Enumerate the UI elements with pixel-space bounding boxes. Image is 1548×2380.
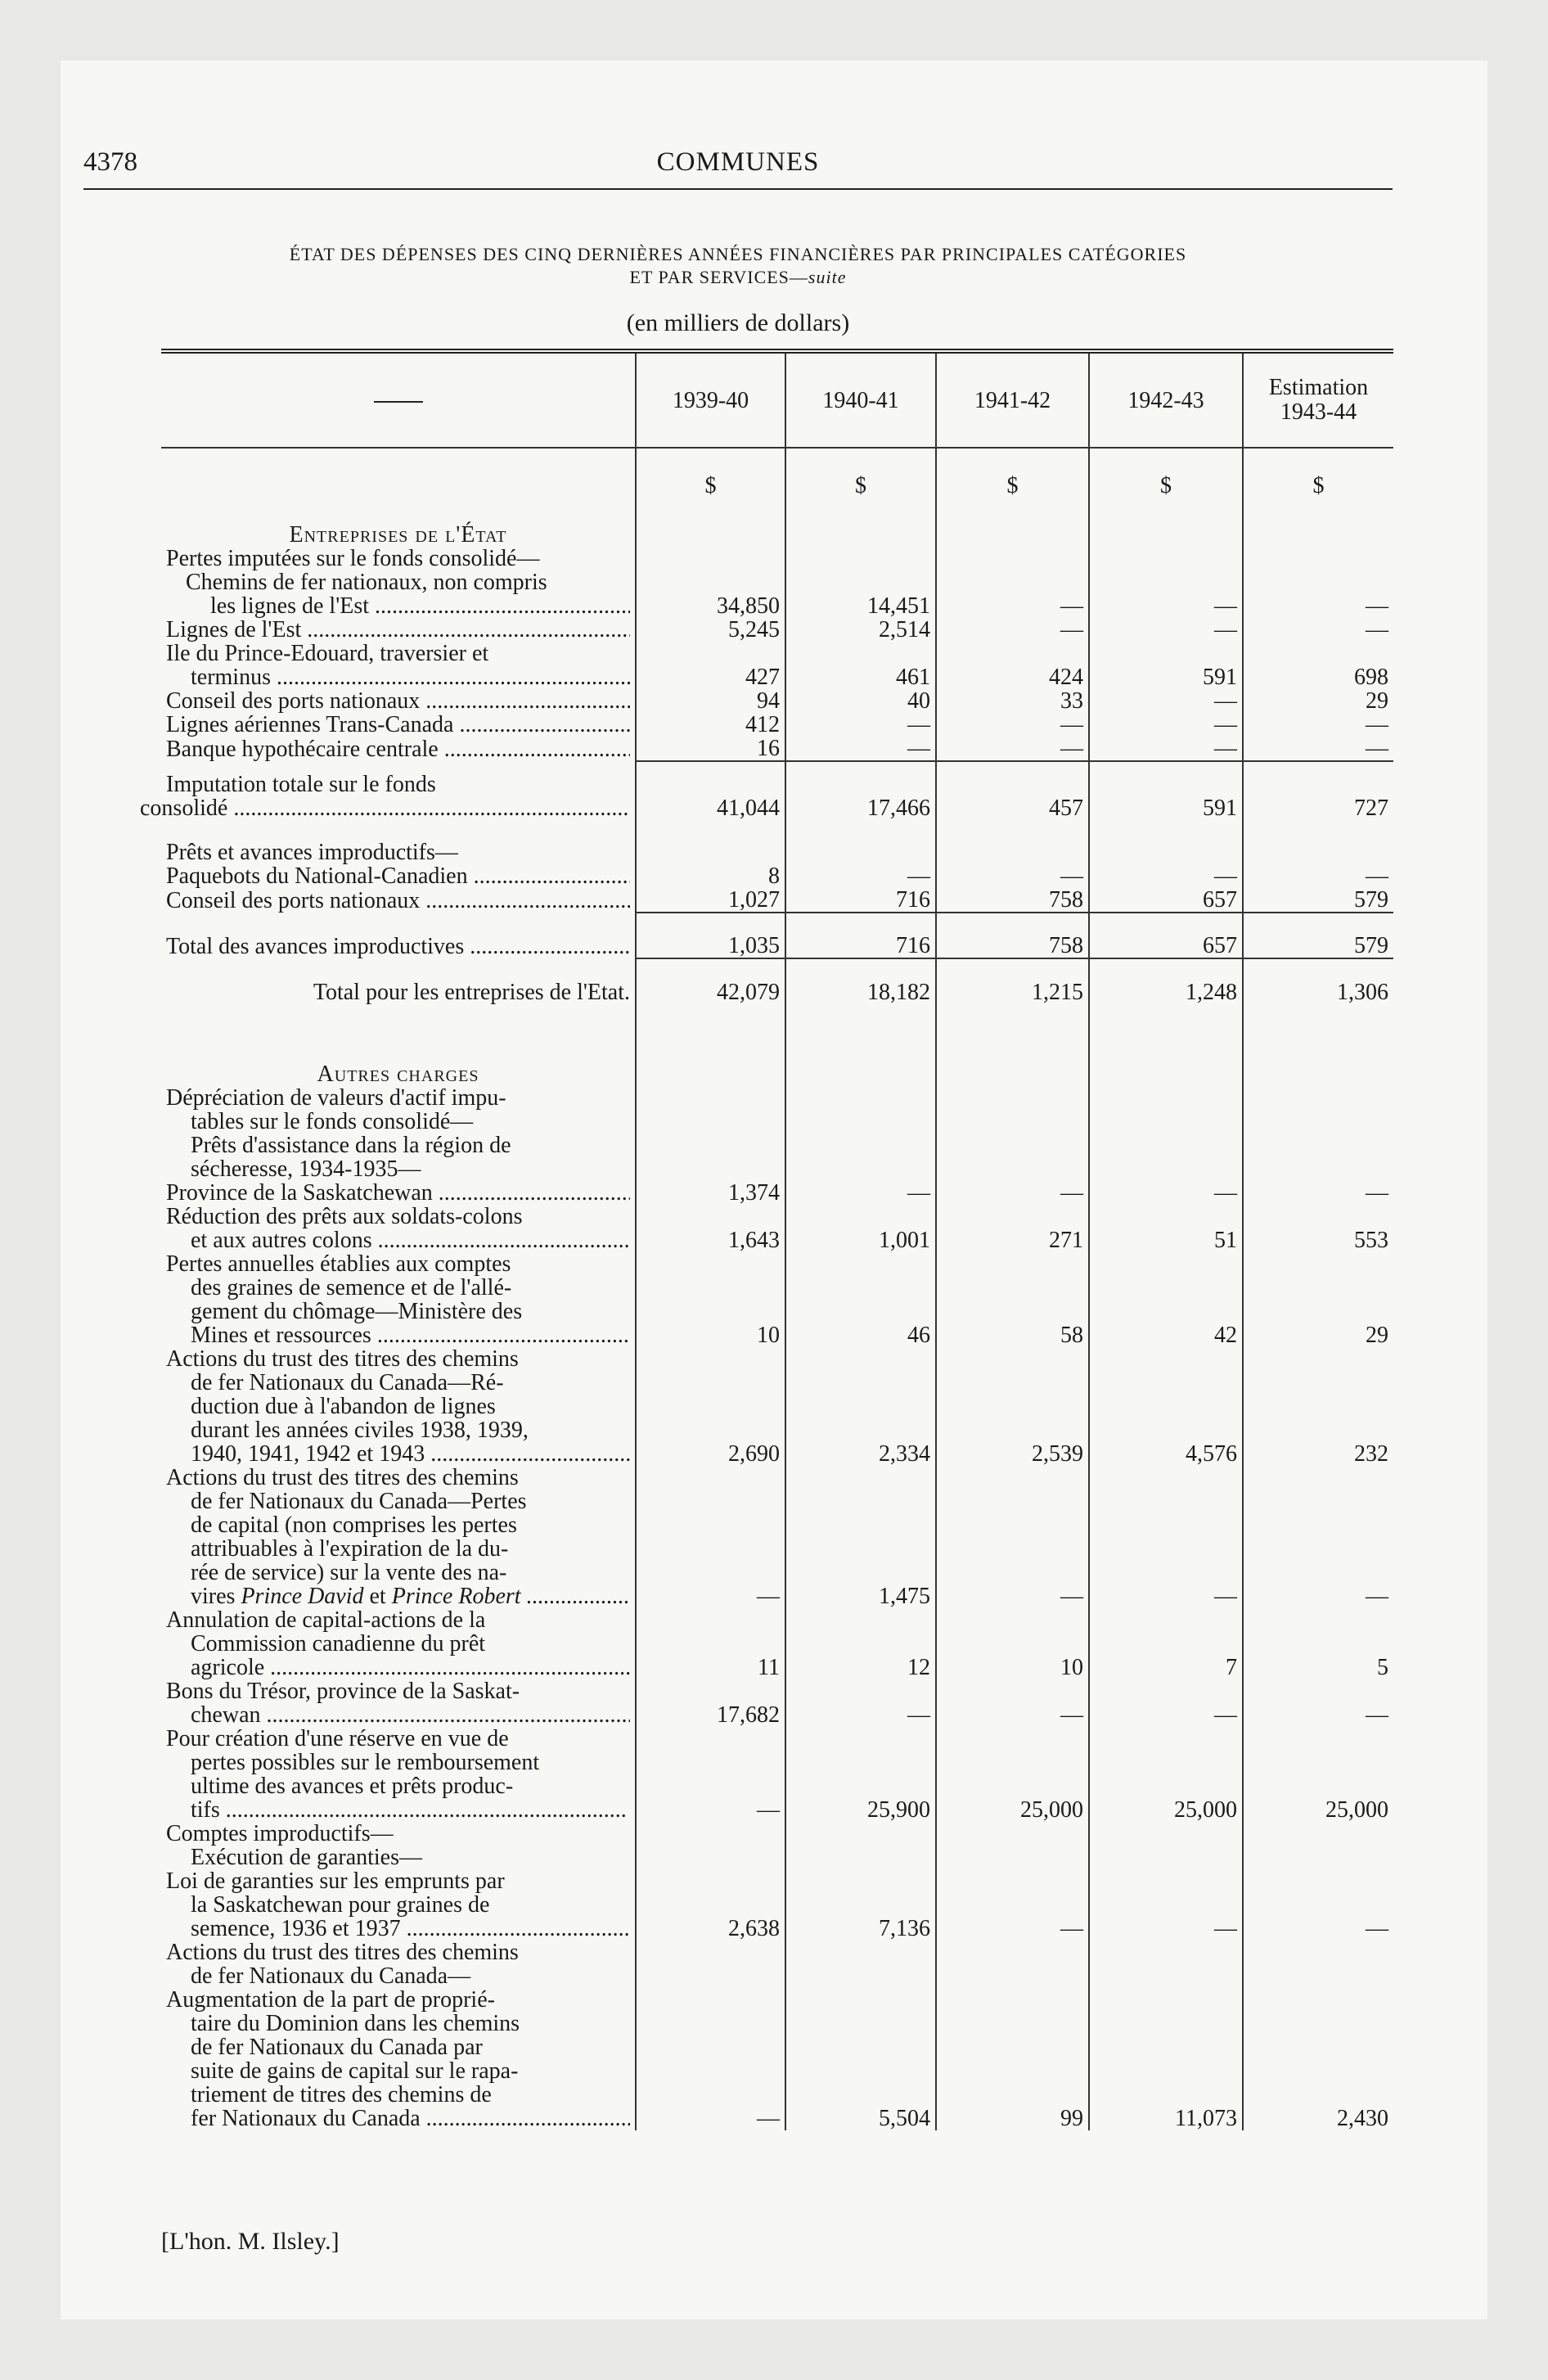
value-cell [636,1004,785,1086]
value-cell: — [1243,1181,1393,1205]
value-cell: — [1089,689,1243,713]
running-head [83,147,1393,188]
value-cell: — [636,1727,785,1822]
value-cell [1089,1086,1243,1181]
value-cell: — [1243,1869,1393,1941]
value-cell [936,1822,1089,1869]
row-label: Imputation totale sur le fonds consolidé ..... [161,761,636,820]
value-cell: 5 [1243,1608,1393,1679]
value-cell: — [936,1679,1089,1727]
value-cell: 29 [1243,689,1393,713]
value-cell [636,820,785,864]
value-cell: 427 [636,642,785,689]
row-label: Augmentation de la part de proprié- taire du Dominion dans les chemins de fer Nationaux du Canada par suite de gains de capital sur le rapa- triement de titres des chemins de fer Nationaux du Canada ..... [161,1988,636,2130]
value-cell [785,498,936,547]
value-cell: — [785,737,936,761]
table-row [161,689,1393,713]
value-cell: 25,000 [1243,1727,1393,1822]
value-cell [1243,1941,1393,1988]
value-cell [636,498,785,547]
value-cell: 716 [785,888,936,913]
value-cell [1089,820,1243,864]
value-cell: 657 [1089,888,1243,913]
value-cell: 11,073 [1089,1988,1243,2130]
value-cell: — [1243,1679,1393,1727]
row-label: Pour création d'une réserve en vue de pertes possibles sur le remboursement ultime des avances et prêts produc- tifs ..... [161,1727,636,1822]
currency-cell: $ [785,448,936,498]
value-cell [1089,1941,1243,1988]
row-label: Loi de garanties sur les emprunts par la Saskatchewan pour graines de semence, 1936 et 1937 ..... [161,1869,636,1941]
value-cell: — [1243,1466,1393,1608]
page-number: 4378 [83,147,137,177]
value-cell [1089,1822,1243,1869]
value-cell: 698 [1243,642,1393,689]
value-cell: 1,001 [785,1205,936,1252]
value-cell: — [636,1988,785,2130]
value-cell: — [936,570,1089,618]
table-row [161,1822,1393,1869]
row-label: Bons du Trésor, province de la Saskat- chewan ..... [161,1679,636,1727]
units-note: (en milliers de dollars) [626,309,850,336]
row-label: Conseil des ports nationaux ..... [161,888,636,913]
row-label: Dépréciation de valeurs d'actif impu- tables sur le fonds consolidé— Prêts d'assistance dans la région de sécheresse, 1934-1935— [166,1085,511,1182]
label-column-header [161,351,636,448]
value-cell: 16 [636,737,785,761]
value-cell [785,1822,936,1869]
value-cell: 1,215 [936,958,1089,1004]
value-cell: 1,035 [636,913,785,958]
value-cell: 14,451 [785,570,936,618]
row-label: Conseil des ports nationaux ..... [161,689,636,713]
value-cell: 18,182 [785,958,936,1004]
table-row [161,713,1393,737]
value-cell: — [636,1466,785,1608]
row-label: Réduction des prêts aux soldats-colons et aux autres colons ..... [161,1205,636,1252]
currency-cell: $ [936,448,1089,498]
table-row [161,1608,1393,1679]
value-cell: 457 [936,761,1089,820]
value-cell: — [936,864,1089,888]
value-cell: 758 [936,888,1089,913]
value-cell: 25,900 [785,1727,936,1822]
value-cell [936,820,1089,864]
value-cell [785,820,936,864]
value-cell [1243,1086,1393,1181]
value-cell: 40 [785,689,936,713]
value-cell: 17,466 [785,761,936,820]
value-cell: 1,475 [785,1466,936,1608]
table-row [161,1252,1393,1347]
value-cell: 29 [1243,1252,1393,1347]
value-cell: 12 [785,1608,936,1679]
value-cell: 42,079 [636,958,785,1004]
row-label: Prêts et avances improductifs— [166,840,458,865]
value-cell: 579 [1243,913,1393,958]
table-row [161,820,1393,864]
value-cell: 2,638 [636,1869,785,1941]
value-cell: — [1089,1181,1243,1205]
value-cell: — [1089,1869,1243,1941]
table-row [161,1679,1393,1727]
value-cell: 58 [936,1252,1089,1347]
value-cell: 553 [1243,1205,1393,1252]
value-cell: 94 [636,689,785,713]
row-label: Entreprises de l'État [289,522,507,548]
table-row [161,570,1393,618]
value-cell: 2,334 [785,1347,936,1466]
row-label: Paquebots du National-Canadien ..... [161,864,636,888]
table-row [161,1466,1393,1608]
value-cell [936,1941,1089,1988]
value-cell: 41,044 [636,761,785,820]
value-cell: 1,248 [1089,958,1243,1004]
value-cell: — [1089,737,1243,761]
column-header: 1940-41 [785,351,936,448]
value-cell: 412 [636,713,785,737]
value-cell: 51 [1089,1205,1243,1252]
value-cell: 271 [936,1205,1089,1252]
value-cell [1089,547,1243,570]
table-row [161,1181,1393,1205]
row-label: Pertes imputées sur le fonds consolidé— [166,546,540,571]
section-heading [161,498,1393,547]
table-row [161,1941,1393,1988]
value-cell: 1,643 [636,1205,785,1252]
value-cell: — [936,618,1089,642]
value-cell: 7,136 [785,1869,936,1941]
currency-cell: $ [1089,448,1243,498]
column-header: Estimation 1943-44 [1243,351,1393,448]
value-cell [1089,498,1243,547]
value-cell: 716 [785,913,936,958]
value-cell: — [1243,864,1393,888]
value-cell: 17,682 [636,1679,785,1727]
row-label: Actions du trust des titres des chemins de fer Nationaux du Canada—Pertes de capital (non comprises les pertes attribuables à l'expiration de la du- rée de service) sur la vente des na- vires Prince David et Prince Robert ..... [161,1466,636,1608]
value-cell [636,1941,785,1988]
table-row [161,547,1393,570]
value-cell: — [1243,713,1393,737]
value-cell: 727 [1243,761,1393,820]
value-cell: 25,000 [936,1727,1089,1822]
total-row [161,958,1393,1004]
value-cell: — [1089,1466,1243,1608]
page-title: COMMUNES [656,147,820,177]
value-cell [785,1941,936,1988]
value-cell: 10 [636,1252,785,1347]
value-cell: 657 [1089,913,1243,958]
value-cell: 2,690 [636,1347,785,1466]
value-cell: 1,374 [636,1181,785,1205]
table-row [161,1988,1393,2130]
value-cell: 758 [936,913,1089,958]
value-cell: 42 [1089,1252,1243,1347]
value-cell: 232 [1243,1347,1393,1466]
value-cell: 8 [636,864,785,888]
value-cell [785,547,936,570]
row-label: Autres charges [317,1062,479,1087]
value-cell: — [785,1181,936,1205]
row-label: Actions du trust des titres des chemins de fer Nationaux du Canada— [166,1940,519,1989]
value-cell [1243,547,1393,570]
value-cell: 2,514 [785,618,936,642]
speaker-note: [L'hon. M. Ilsley.] [161,2228,340,2255]
value-cell: 591 [1089,642,1243,689]
value-cell: — [785,1679,936,1727]
value-cell: — [1243,570,1393,618]
row-label: Actions du trust des titres des chemins de fer Nationaux du Canada—Ré- duction due à l'abandon de lignes durant les années civiles 1938, 1939, 1940, 1941, 1942 et 1943 ..... [161,1347,636,1466]
value-cell [636,1086,785,1181]
value-cell: — [1243,737,1393,761]
subtotal-row [161,913,1393,958]
value-cell: 1,306 [1243,958,1393,1004]
column-header: 1941-42 [936,351,1089,448]
column-header: 1942-43 [1089,351,1243,448]
value-cell [1243,1004,1393,1086]
value-cell [1089,1004,1243,1086]
value-cell [1243,1822,1393,1869]
table-row [161,1205,1393,1252]
value-cell: — [936,1869,1089,1941]
value-cell: — [1089,570,1243,618]
row-label: Banque hypothécaire centrale ..... [161,737,636,761]
value-cell: — [936,737,1089,761]
row-label: Lignes de l'Est ..... [161,618,636,642]
value-cell: — [1089,1679,1243,1727]
value-cell: 1,027 [636,888,785,913]
value-cell: 4,576 [1089,1347,1243,1466]
value-cell: 579 [1243,888,1393,913]
value-cell: 46 [785,1252,936,1347]
value-cell [936,498,1089,547]
table-row [161,1347,1393,1466]
table-row [161,864,1393,888]
value-cell: 7 [1089,1608,1243,1679]
row-label: Annulation de capital-actions de la Commission canadienne du prêt agricole ..... [161,1608,636,1679]
value-cell: 591 [1089,761,1243,820]
table-row [161,888,1393,913]
value-cell: 424 [936,642,1089,689]
value-cell: — [785,864,936,888]
value-cell: 11 [636,1608,785,1679]
value-cell: — [785,713,936,737]
value-cell: 5,504 [785,1988,936,2130]
row-label: Total des avances improductives ..... [161,913,636,958]
value-cell: 33 [936,689,1089,713]
value-cell: 10 [936,1608,1089,1679]
row-label: Lignes aériennes Trans-Canada ..... [161,713,636,737]
table-caption-line2: ET PAR SERVICES—suite [629,267,847,287]
value-cell [1243,820,1393,864]
value-cell [936,1004,1089,1086]
currency-cell: $ [636,448,785,498]
value-cell: 5,245 [636,618,785,642]
value-cell [936,1086,1089,1181]
value-cell: — [936,713,1089,737]
column-header: 1939-40 [636,351,785,448]
value-cell [785,1004,936,1086]
value-cell: — [936,1466,1089,1608]
row-label: Total pour les entreprises de l'Etat. [313,980,630,1005]
table-row [161,1869,1393,1941]
value-cell: 2,539 [936,1347,1089,1466]
table-row [161,618,1393,642]
value-cell: — [1089,864,1243,888]
header-rule [83,188,1393,190]
value-cell: — [1089,618,1243,642]
value-cell: 99 [936,1988,1089,2130]
row-label: Ile du Prince-Edouard, traversier et terminus ..... [161,642,636,689]
value-cell [636,1822,785,1869]
row-label: Chemins de fer nationaux, non compris les lignes de l'Est ..... [161,570,636,618]
table-row [161,642,1393,689]
expenditure-table [140,349,1393,2131]
value-cell: 34,850 [636,570,785,618]
value-cell: — [1243,618,1393,642]
value-cell: — [1089,713,1243,737]
table-row [161,1727,1393,1822]
value-cell: 2,430 [1243,1988,1393,2130]
row-label: Pertes annuelles établies aux comptes des graines de semence et de l'allé- gement du chômage—Ministère des Mines et ressources ..... [161,1252,636,1347]
table-caption: ÉTAT DES DÉPENSES DES CINQ DERNIÈRES ANNÉES FINANCIÈRES PAR PRINCIPALES CATÉGORIES [289,244,1187,264]
table-body [140,448,1393,2131]
value-cell [785,1086,936,1181]
currency-cell: $ [1243,448,1393,498]
value-cell: — [936,1181,1089,1205]
row-label: Comptes improductifs— Exécution de garanties— [166,1821,423,1870]
value-cell [936,547,1089,570]
value-cell: 25,000 [1089,1727,1243,1822]
subtotal-row [161,761,1393,820]
row-label: Province de la Saskatchewan ..... [161,1181,636,1205]
value-cell: 461 [785,642,936,689]
table-row [161,737,1393,761]
table-row [161,1086,1393,1181]
value-cell [1243,498,1393,547]
section-heading [161,1004,1393,1086]
value-cell [636,547,785,570]
